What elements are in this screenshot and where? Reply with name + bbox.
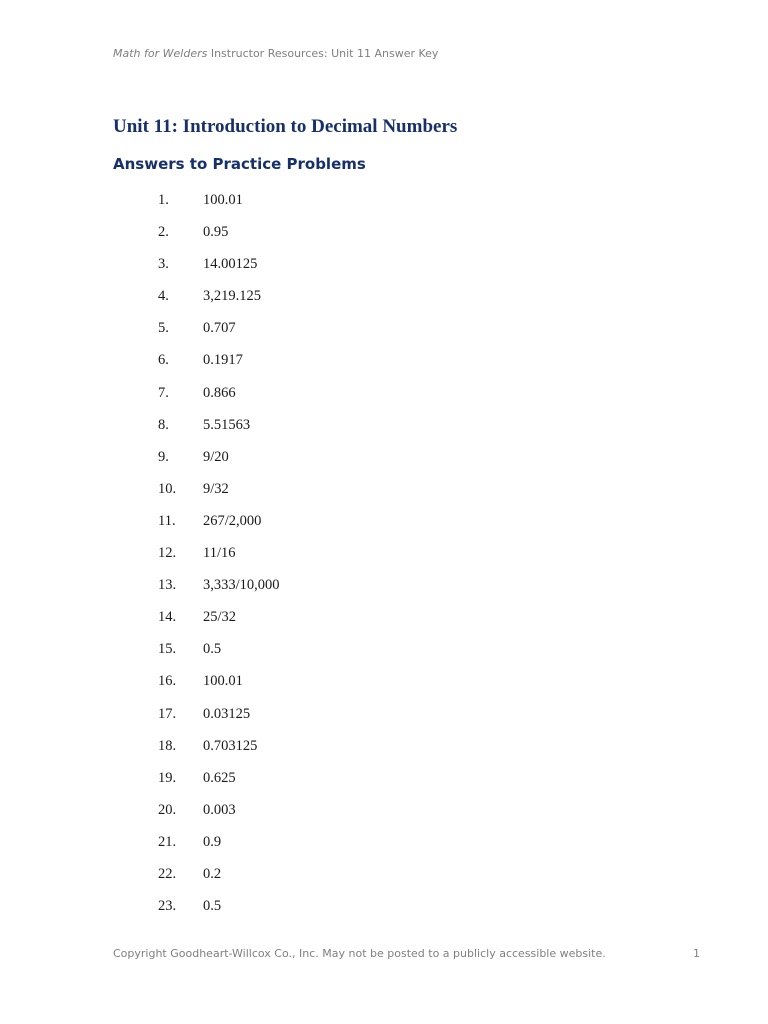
answer-item — [158, 897, 280, 929]
answer-number: 13. — [158, 577, 177, 594]
answer-item — [158, 255, 280, 287]
answer-value: 0.5 — [203, 898, 222, 915]
answer-number: 16. — [158, 673, 177, 690]
answer-item — [158, 801, 280, 833]
answer-number: 1. — [158, 192, 169, 208]
answer-value: 0.866 — [203, 384, 236, 401]
answer-value: 3,219.125 — [203, 288, 261, 305]
answer-value: 0.003 — [203, 801, 236, 818]
answer-item — [158, 384, 280, 416]
answer-number: 5. — [158, 320, 169, 337]
answer-number: 12. — [158, 545, 177, 562]
answer-value: 0.707 — [203, 320, 236, 337]
answer-item — [158, 576, 280, 608]
answer-item — [158, 480, 280, 512]
answer-value: 5.51563 — [203, 416, 251, 433]
answer-item — [158, 448, 280, 480]
answer-number: 19. — [158, 769, 177, 786]
answer-number: 21. — [158, 833, 177, 850]
answer-item — [158, 672, 280, 704]
answer-number: 14. — [158, 609, 177, 626]
answer-list — [158, 191, 280, 929]
answer-number: 10. — [158, 480, 177, 497]
answer-number: 3. — [158, 256, 169, 273]
header-subtitle: Instructor Resources: Unit 11 Answer Key — [207, 47, 439, 60]
answer-item — [158, 191, 280, 223]
answer-item — [158, 223, 280, 255]
answer-item — [158, 640, 280, 672]
answer-number: 2. — [158, 224, 169, 241]
section-title: Answers to Practice Problems — [113, 155, 366, 173]
answer-value: 9/20 — [203, 448, 229, 465]
answer-number: 8. — [158, 416, 169, 433]
answer-number: 6. — [158, 352, 169, 369]
footer-copyright: Copyright Goodheart-Willcox Co., Inc. May not be posted to a publicly accessible website. — [113, 947, 606, 960]
answer-number: 20. — [158, 801, 177, 818]
answer-item — [158, 512, 280, 544]
answer-value: 9/32 — [203, 480, 229, 497]
answer-value: 0.1917 — [203, 352, 243, 369]
answer-number: 11. — [158, 512, 176, 529]
answer-value: 0.9 — [203, 833, 222, 850]
answer-value: 3,333/10,000 — [203, 577, 280, 594]
answer-number: 7. — [158, 384, 169, 401]
answer-value: 100.01 — [203, 673, 243, 690]
answer-number: 23. — [158, 898, 177, 915]
answer-item — [158, 705, 280, 737]
answer-number: 15. — [158, 641, 177, 658]
header-book-title: Math for Welders — [113, 47, 208, 60]
answer-value: 14.00125 — [203, 256, 258, 273]
answer-value: 11/16 — [203, 545, 236, 562]
answer-number: 22. — [158, 865, 177, 882]
answer-item — [158, 351, 280, 383]
running-header — [113, 47, 438, 60]
answer-number: 18. — [158, 737, 177, 754]
answer-item — [158, 833, 280, 865]
answer-value: 0.703125 — [203, 737, 258, 754]
answer-value: 0.5 — [203, 641, 222, 658]
answer-value: 267/2,000 — [203, 512, 262, 529]
answer-item — [158, 865, 280, 897]
answer-item — [158, 769, 280, 801]
answer-value: 0.2 — [203, 865, 222, 882]
answer-value: 0.03125 — [203, 705, 251, 722]
answer-value: 0.625 — [203, 769, 236, 786]
answer-item — [158, 287, 280, 319]
answer-value: 0.95 — [203, 224, 229, 241]
answer-number: 4. — [158, 288, 169, 305]
unit-title: Unit 11: Introduction to Decimal Numbers — [113, 116, 458, 137]
answer-value: 25/32 — [203, 609, 237, 626]
answer-value: 100.01 — [203, 192, 243, 208]
answer-number: 9. — [158, 448, 169, 465]
answer-item — [158, 544, 280, 576]
answer-item — [158, 737, 280, 769]
answer-item — [158, 416, 280, 448]
answer-item — [158, 319, 280, 351]
footer-page-number: 1 — [693, 947, 700, 960]
answer-item — [158, 608, 280, 640]
answer-number: 17. — [158, 705, 177, 722]
